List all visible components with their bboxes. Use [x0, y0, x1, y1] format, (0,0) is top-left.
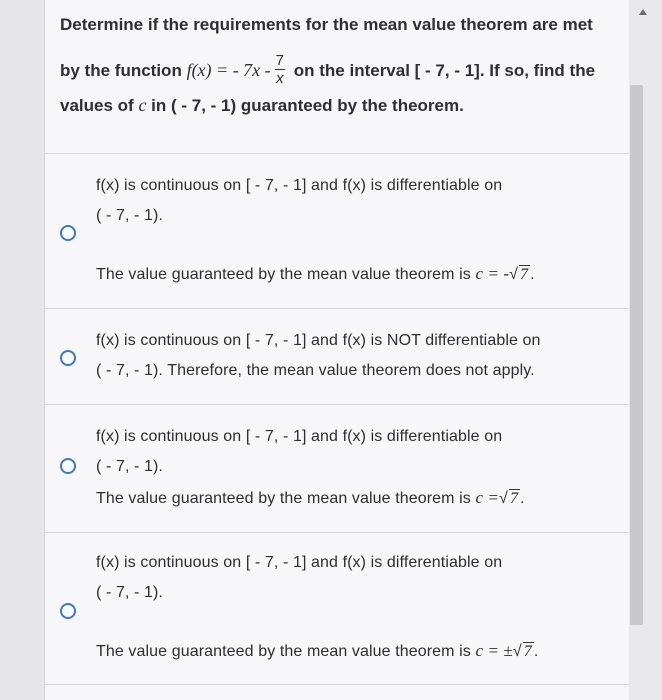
fraction: [275, 52, 285, 87]
option-2-radio[interactable]: [60, 350, 76, 366]
scrollbar-thumb[interactable]: [630, 85, 643, 625]
option-4-radio[interactable]: [60, 603, 76, 619]
option-4-equation: c = ±: [475, 641, 513, 660]
divider: [44, 153, 629, 154]
question-line-2-start: by the function: [60, 60, 182, 80]
option-1-radicand: 7: [520, 266, 529, 283]
option-3-radio[interactable]: [60, 458, 76, 474]
sqrt-symbol-icon: √: [509, 266, 519, 283]
question-line-2: [60, 54, 595, 89]
option-2-line-2: ( - 7, - 1). Therefore, the mean value theorem does not apply.: [96, 362, 535, 379]
option-3-line-3: [96, 488, 525, 508]
option-3-line-1: f(x) is continuous on [ - 7, - 1] and f(x) is differentiable on: [96, 428, 503, 445]
option-4-answer-prefix: The value guaranteed by the mean value theorem is: [96, 643, 471, 660]
option-3-answer-prefix: The value guaranteed by the mean value theorem is: [96, 490, 471, 507]
divider: [44, 404, 629, 405]
question-line-1: Determine if the requirements for the mean value theorem are met: [60, 15, 593, 34]
option-4-period: .: [533, 643, 539, 660]
fraction-numerator: 7: [275, 52, 285, 69]
option-1-line-2: ( - 7, - 1).: [96, 207, 163, 224]
option-3-radicand: 7: [509, 490, 519, 507]
question-line-3-start: values of: [60, 96, 134, 115]
divider: [44, 308, 629, 309]
question-line-3-end: in ( - 7, - 1) guaranteed by the theorem.: [151, 96, 464, 115]
function-expression: f(x) = - 7x -: [186, 59, 271, 80]
option-3-equation: c =: [475, 488, 500, 507]
option-1-line-1: f(x) is continuous on [ - 7, - 1] and f(x) is differentiable on: [96, 177, 503, 194]
option-3-line-2: ( - 7, - 1).: [96, 458, 163, 475]
option-4-line-2: ( - 7, - 1).: [96, 584, 163, 601]
variable-c: c: [138, 95, 147, 115]
option-1-answer-prefix: The value guaranteed by the mean value theorem is: [96, 266, 471, 283]
option-4-radicand: 7: [523, 643, 532, 660]
fraction-denominator: x: [276, 70, 284, 87]
option-4-line-1: f(x) is continuous on [ - 7, - 1] and f(x) is differentiable on: [96, 554, 503, 571]
divider: [44, 684, 629, 685]
sqrt-symbol-icon: √: [499, 490, 508, 507]
option-2-line-1: f(x) is continuous on [ - 7, - 1] and f(x) is NOT differentiable on: [96, 332, 541, 349]
option-1-radio[interactable]: [60, 225, 76, 241]
sqrt-symbol-icon: √: [512, 643, 522, 660]
option-3-period: .: [520, 490, 525, 507]
divider: [44, 532, 629, 533]
option-1-period: .: [530, 266, 535, 283]
question-line-2-end: on the interval [ - 7, - 1]. If so, find the: [293, 60, 596, 80]
option-1-line-3: [96, 264, 535, 284]
option-1-equation: c = -: [475, 264, 510, 283]
question-line-3: [60, 94, 464, 117]
scroll-up-arrow-icon[interactable]: [639, 9, 647, 15]
option-4-line-3: [96, 641, 538, 661]
